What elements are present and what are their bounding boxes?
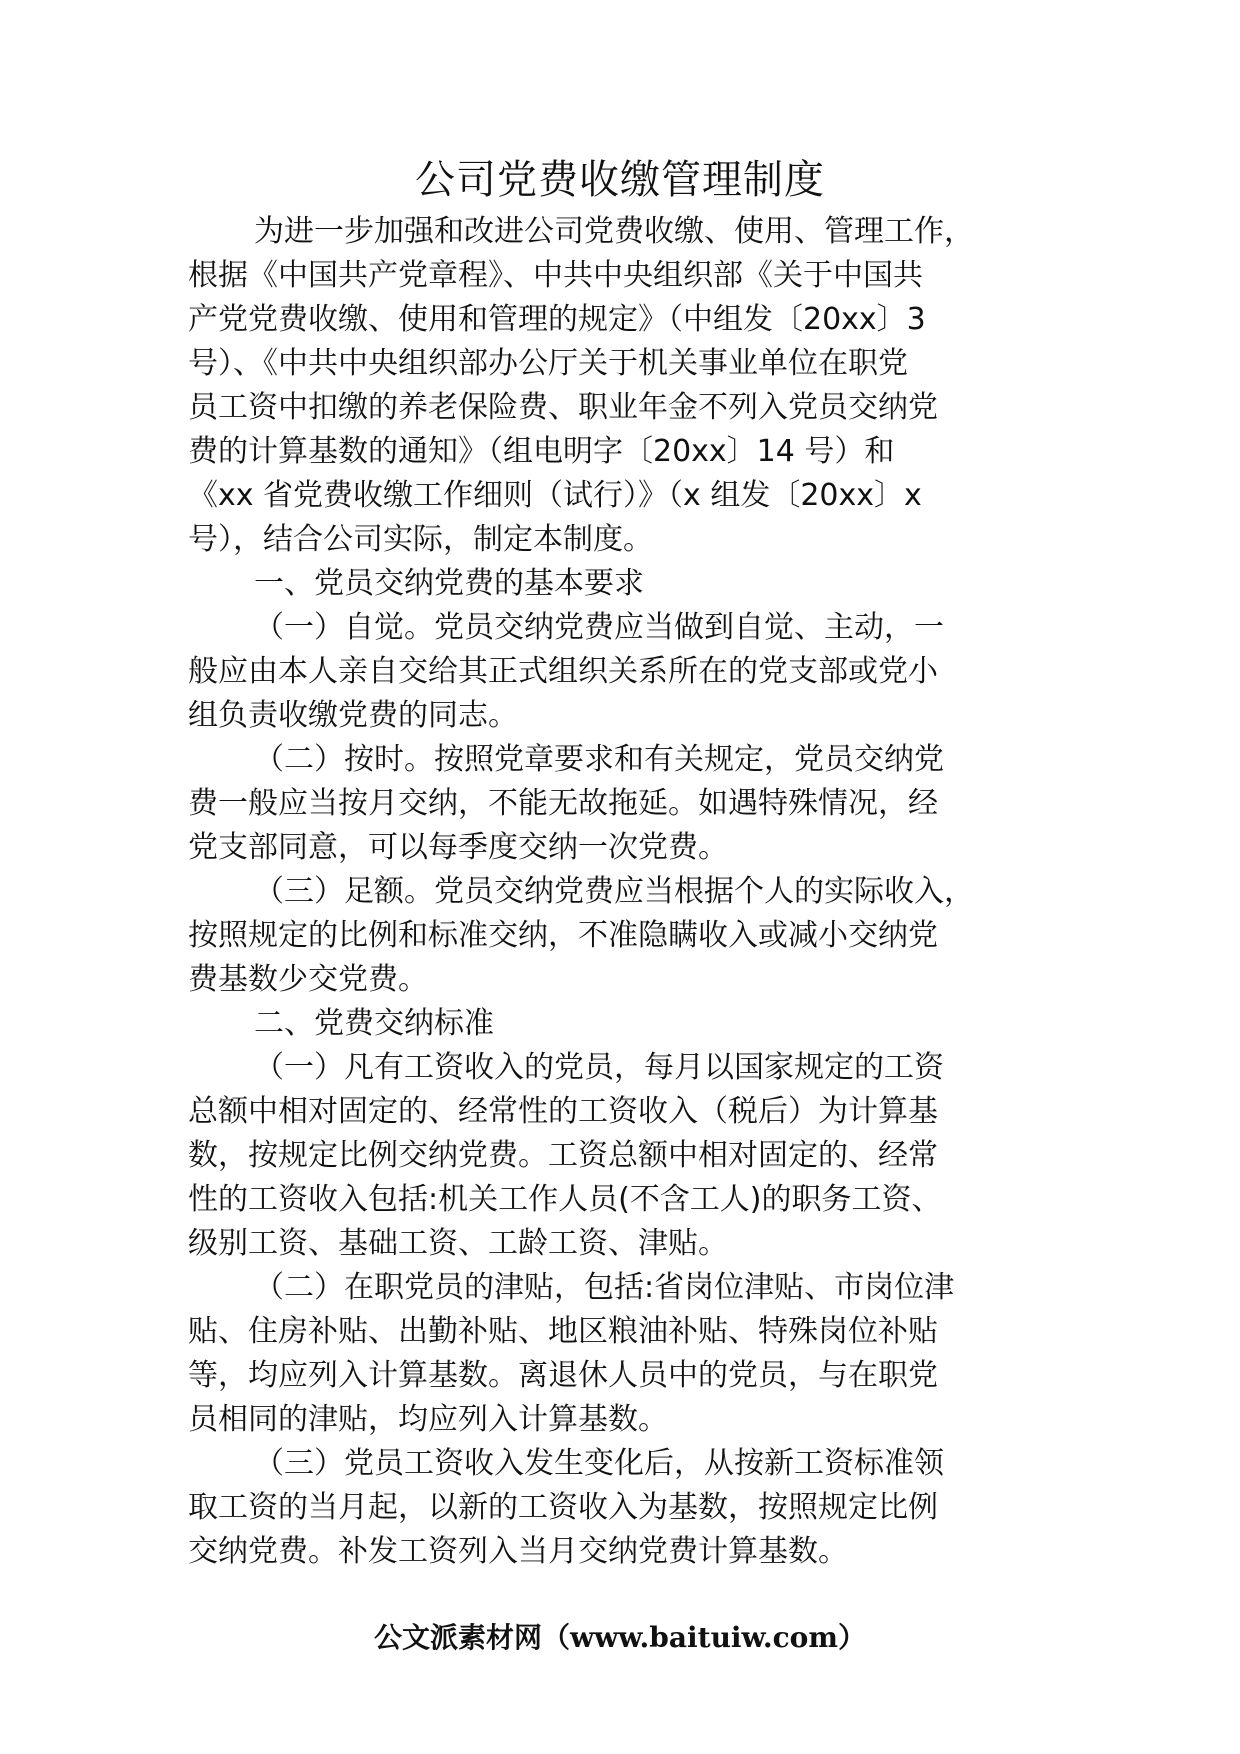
body-line: 二、党费交纳标准: [254, 1006, 494, 1041]
body-line: 等，均应列入计算基数。离退休人员中的党员，与在职党: [188, 1358, 938, 1393]
body-line: （三）足额。党员交纳党费应当根据个人的实际收入，: [254, 874, 974, 909]
body-line: 《xx 省党费收缴工作细则（试行）》（x 组发〔20xx〕x: [188, 478, 922, 513]
body-line: 费基数少交党费。: [188, 962, 428, 997]
body-line: 费的计算基数的通知》（组电明字〔20xx〕14 号）和: [188, 434, 895, 469]
body-line: 党支部同意，可以每季度交纳一次党费。: [188, 830, 728, 865]
body-line: 一、党员交纳党费的基本要求: [254, 566, 644, 601]
body-line: （二）在职党员的津贴，包括:省岗位津贴、市岗位津: [254, 1270, 955, 1305]
body-line: 性的工资收入包括:机关工作人员(不含工人)的职务工资、: [188, 1182, 942, 1217]
body-line: 级别工资、基础工资、工龄工资、津贴。: [188, 1226, 728, 1261]
body-line: 总额中相对固定的、经常性的工资收入（税后）为计算基: [188, 1094, 938, 1129]
body-line: 数，按规定比例交纳党费。工资总额中相对固定的、经常: [188, 1138, 938, 1173]
body-line: 般应由本人亲自交给其正式组织关系所在的党支部或党小: [188, 654, 938, 689]
footer-watermark: 公文派素材网（www.baituiw.com）: [374, 1621, 866, 1654]
body-line: 根据《中国共产党章程》、中共中央组织部《关于中国共: [188, 258, 923, 293]
body-line: （二）按时。按照党章要求和有关规定，党员交纳党: [254, 742, 944, 777]
document-title: 公司党费收缴管理制度: [415, 157, 825, 203]
body-line: 取工资的当月起，以新的工资收入为基数，按照规定比例: [188, 1490, 938, 1525]
body-line: 费一般应当按月交纳，不能无故拖延。如遇特殊情况，经: [188, 786, 938, 821]
body-line: 按照规定的比例和标准交纳，不准隐瞒收入或减小交纳党: [188, 918, 938, 953]
body-line: 号），结合公司实际，制定本制度。: [188, 522, 653, 557]
body-line: 贴、住房补贴、出勤补贴、地区粮油补贴、特殊岗位补贴: [188, 1314, 938, 1349]
document-body: [188, 210, 1068, 1574]
body-line: （一）自觉。党员交纳党费应当做到自觉、主动，一: [254, 610, 944, 645]
body-line: 为进一步加强和改进公司党费收缴、使用、管理工作，: [254, 214, 974, 249]
body-line: （一）凡有工资收入的党员，每月以国家规定的工资: [254, 1050, 944, 1085]
body-line: （三）党员工资收入发生变化后，从按新工资标准领: [254, 1446, 944, 1481]
body-line: 员工资中扣缴的养老保险费、职业年金不列入党员交纳党: [188, 390, 938, 425]
body-line: 组负责收缴党费的同志。: [188, 698, 518, 733]
body-line: 号）、《中共中央组织部办公厅关于机关事业单位在职党: [188, 346, 908, 381]
body-line: 产党党费收缴、使用和管理的规定》（中组发〔20xx〕3: [188, 302, 926, 337]
body-line: 员相同的津贴，均应列入计算基数。: [188, 1402, 668, 1437]
body-line: 交纳党费。补发工资列入当月交纳党费计算基数。: [188, 1534, 848, 1569]
